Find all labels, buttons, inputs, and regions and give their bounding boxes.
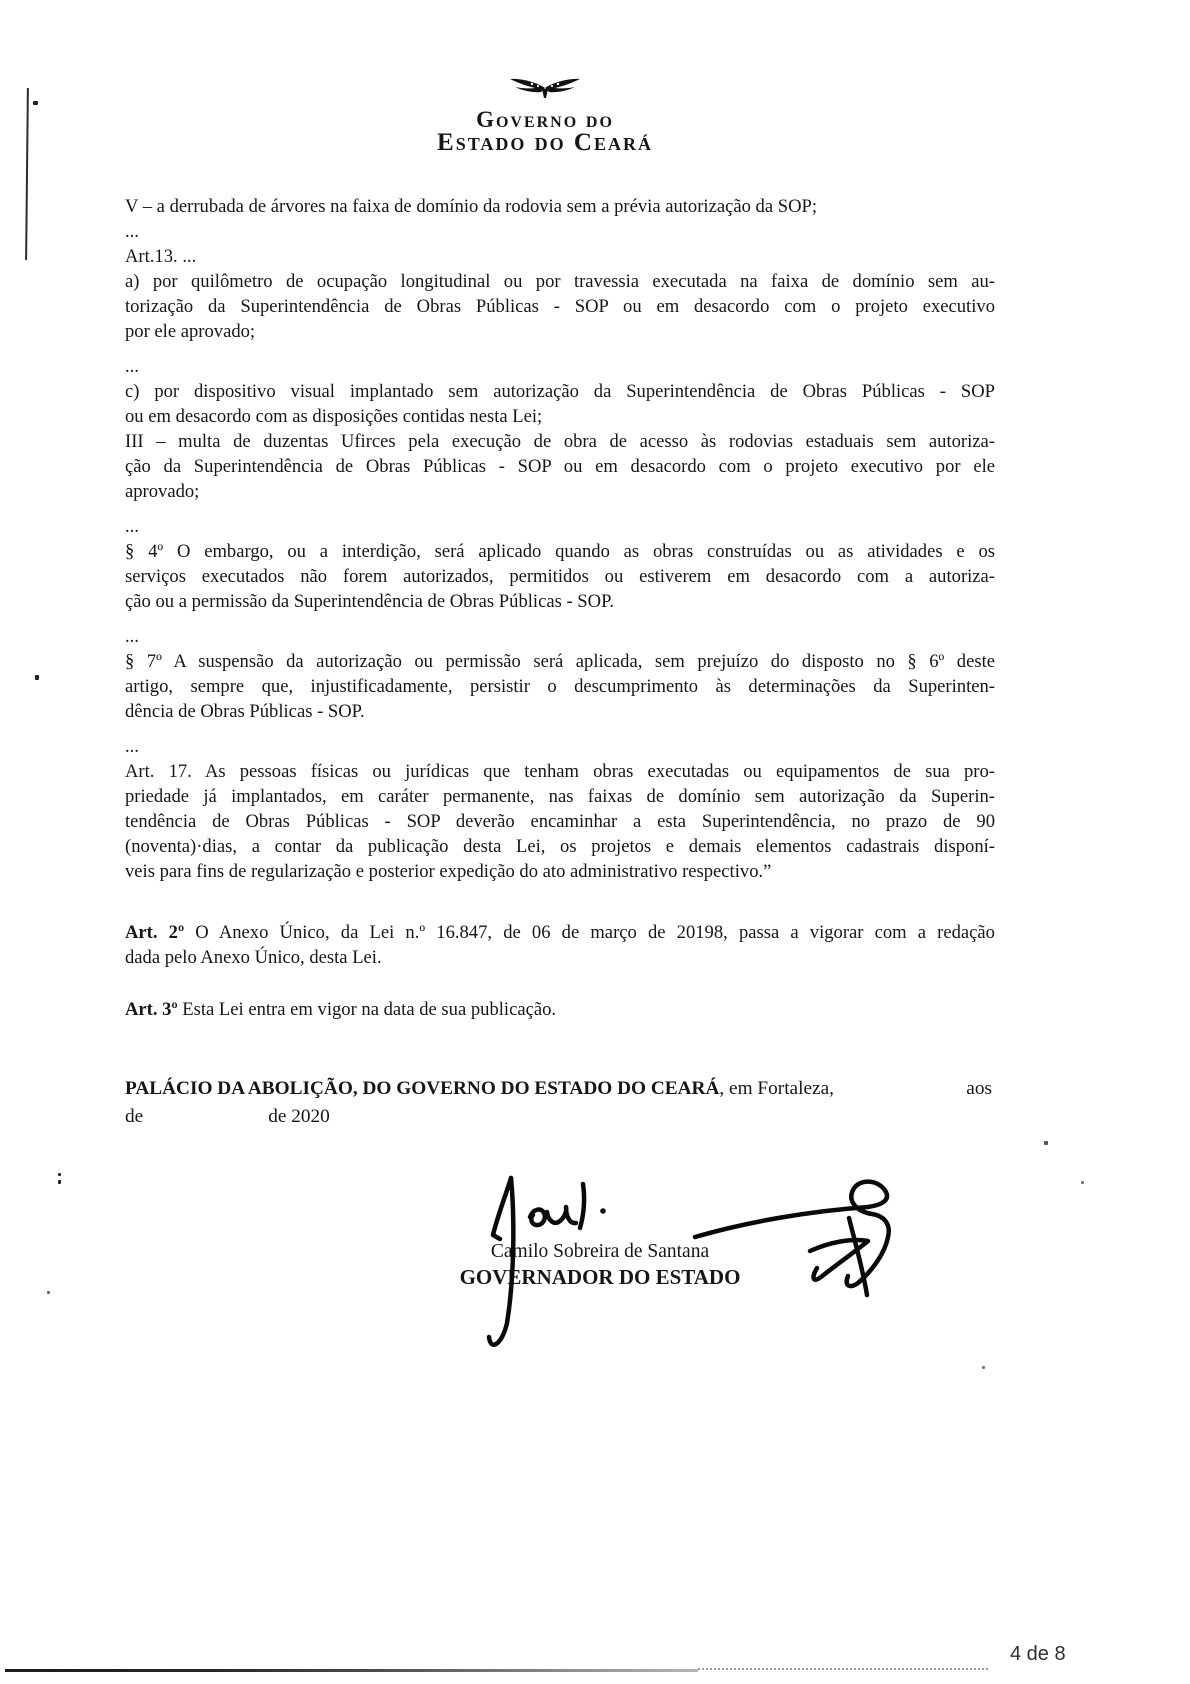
paragraph-7 — [125, 649, 995, 724]
text-line: § 4º O embargo, ou a interdição, será aplicado quando as obras construídas ou as atividades e os — [125, 541, 995, 562]
palace-title: PALÁCIO DA ABOLIÇÃO, DO GOVERNO DO ESTADO DO CEARÁ — [125, 1078, 720, 1099]
scan-speck — [58, 1173, 61, 1176]
text-line: § 7º A suspensão da autorização ou permissão será aplicada, sem prejuízo do disposto no § 6º deste — [125, 651, 995, 672]
text-line: ... — [125, 356, 139, 377]
text-line: aprovado; — [125, 481, 200, 502]
text-line: dada pelo Anexo Único, desta Lei. — [125, 947, 382, 968]
clause-c — [125, 379, 995, 429]
paragraph-4 — [125, 539, 995, 614]
text-line: (noventa)·dias, a contar da publicação desta Lei, os projetos e demais elementos cadastrais disponí- — [125, 836, 995, 857]
scan-speck — [1044, 1141, 1048, 1145]
text-line: Art. 2º O Anexo Único, da Lei n.º 16.847, de 06 de março de 20198, passa a vigorar com a redação — [125, 922, 995, 943]
scan-speck — [58, 1180, 61, 1184]
closing-line-1 — [125, 1076, 992, 1102]
text-line: ... — [125, 736, 139, 757]
text-line: ção ou a permissão da Superintendência de Obras Públicas - SOP. — [125, 591, 615, 612]
text-line: V – a derrubada de árvores na faixa de domínio da rodovia sem a prévia autorização da SOP; — [125, 196, 818, 217]
closing-place-suffix: , em Fortaleza, — [719, 1078, 834, 1099]
state-crest-moth-icon — [502, 76, 588, 106]
text-line: por ele aprovado; — [125, 321, 256, 342]
clause-iii — [125, 429, 995, 504]
text-line: III – multa de duzentas Ufirces pela execução de obra de acesso às rodovias estaduais sem autoriza- — [125, 431, 995, 452]
clause-v — [125, 194, 995, 219]
org-name-line1: Governo do — [476, 107, 614, 132]
text-line: veis para fins de regularização e posterior expedição do ato administrativo respectivo.” — [125, 861, 772, 882]
art-3 — [125, 997, 995, 1022]
ellipsis-separator — [125, 734, 995, 759]
art-2 — [125, 920, 995, 970]
closing-line-2 — [125, 1104, 992, 1130]
text-line: ... — [125, 626, 139, 647]
text-line: ou em desacordo com as disposições contidas nesta Lei; — [125, 406, 543, 427]
text-line: c) por dispositivo visual implantado sem autorização da Superintendência de Obras Públicas - SOP — [125, 381, 995, 402]
scan-speck — [1081, 1181, 1084, 1184]
text-line: Art. 3º Esta Lei entra em vigor na data de sua publicação. — [125, 999, 557, 1020]
page-indicator: 4 de 8 — [1010, 1643, 1066, 1665]
closing-aos: aos — [966, 1078, 992, 1099]
footer-rule-dotted — [698, 1668, 988, 1670]
handwritten-signature — [420, 1090, 900, 1360]
closing-de-2020: de 2020 — [268, 1106, 330, 1127]
signer-name: Camilo Sobreira de Santana — [490, 1241, 710, 1262]
text-line: dência de Obras Públicas - SOP. — [125, 701, 365, 722]
scan-speck — [47, 1291, 50, 1294]
text-line: torização da Superintendência de Obras Públicas - SOP ou em desacordo com o projeto executivo — [125, 296, 995, 317]
text-line: a) por quilômetro de ocupação longitudinal ou por travessia executada na faixa de domínio sem au- — [125, 271, 995, 292]
text-line: Art. 17. As pessoas físicas ou jurídicas que tenham obras executadas ou equipamentos de sua pro- — [125, 761, 995, 782]
art-17 — [125, 759, 995, 884]
signature-block — [400, 1239, 800, 1290]
text-line: tendência de Obras Públicas - SOP deverão encaminhar a esta Superintendência, no prazo de 90 — [125, 811, 995, 832]
text-line: Art.13. ... — [125, 246, 197, 267]
text-line: ... — [125, 221, 139, 242]
law-text-body — [125, 194, 995, 1022]
ellipsis-separator — [125, 514, 995, 539]
closing-block — [125, 1076, 992, 1130]
text-line: artigo, sempre que, injustificadamente, persistir o descumprimento às determinações da Superinten- — [125, 676, 995, 697]
ellipsis-separator — [125, 354, 995, 379]
closing-de: de — [125, 1106, 144, 1127]
clause-a — [125, 269, 995, 344]
scan-speck — [982, 1366, 985, 1369]
art-13 — [125, 244, 995, 269]
org-name-line2: Estado do Ceará — [437, 129, 653, 156]
closing-place — [125, 1076, 834, 1102]
text-line: priedade já implantados, em caráter permanente, nas faixas de domínio sem autorização da Superin- — [125, 786, 995, 807]
signer-title: GOVERNADOR DO ESTADO — [459, 1265, 741, 1289]
text-line: ção da Superintendência de Obras Públicas - SOP ou em desacordo com o projeto executivo por ele — [125, 456, 995, 477]
ellipsis-separator — [125, 624, 995, 649]
scan-speck — [35, 675, 39, 680]
ellipsis-separator — [125, 219, 995, 244]
letterhead — [0, 76, 1090, 155]
text-line: ... — [125, 516, 139, 537]
text-line: serviços executados não forem autorizados, permitidos ou estiverem em desacordo com a autoriza- — [125, 566, 995, 587]
footer-rule — [5, 1669, 698, 1672]
